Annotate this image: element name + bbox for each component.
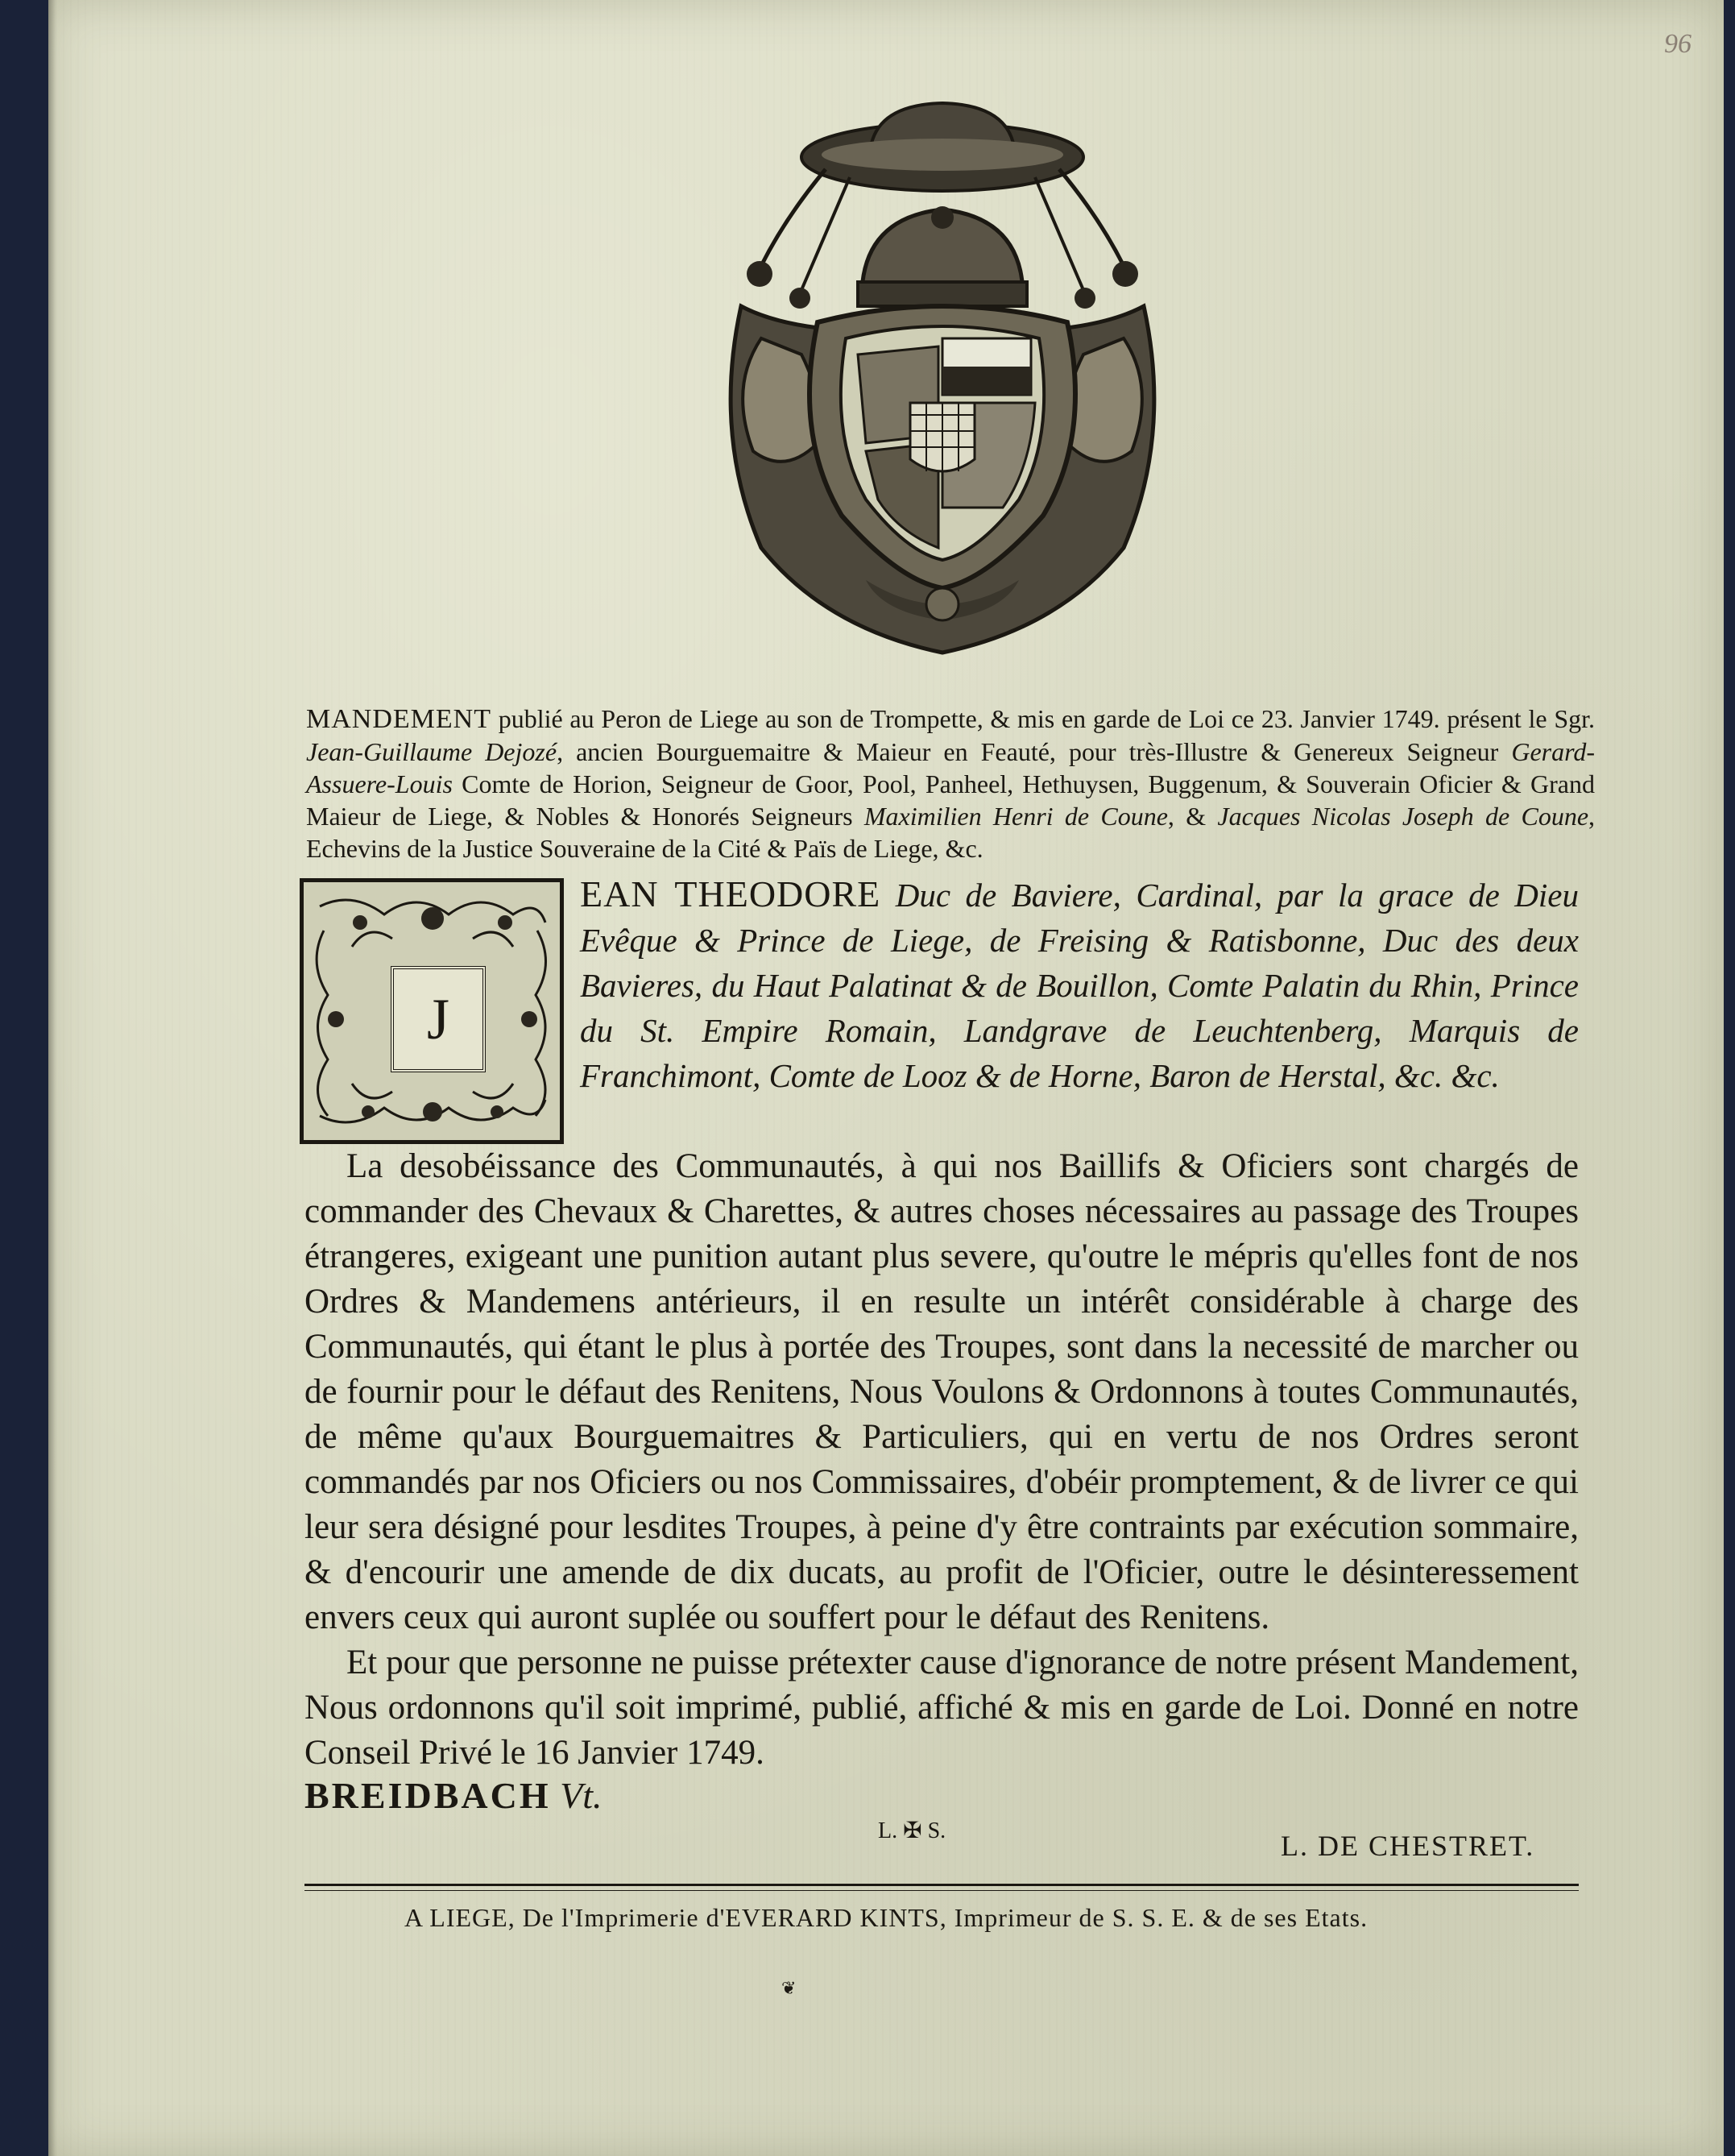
notice-text-4: , & [1167, 802, 1218, 831]
divider-rule-thin [304, 1890, 1579, 1891]
notice-name-2: Gerard- Assuere-Louis [306, 737, 1596, 798]
printer-imprint: A LIEGE, De l'Imprimerie d'EVERARD KINTS, Imprimeur de S. S. E. & de ses Etats. [404, 1903, 1369, 1932]
notice-text-1: publié au Peron de Liege au son de Trompette, & mis en garde de Loi ce 23. Janvier 1749. présent le Sgr. [491, 704, 1595, 733]
notice-name-1: Jean-Guillaume Dejozé [306, 737, 557, 766]
notice-name-3: Maximilien Henri de Coune [863, 802, 1168, 831]
bottom-ornament-icon: ❦ [781, 1978, 797, 1998]
divider-rule [304, 1884, 1579, 1886]
decree-title-styles: Duc de Baviere, Cardinal, par la grace de Dieu Evêque & Prince de Liege, de Freising & Ratisbonne, Duc des deux Bavieres, du Haut Palatinat & de Bouillon, Comte Palatin du Rhin, Prince du St. Empire Romain, Landgrave de Leuchtenberg, Marquis de Franchimont, Comte de Looz & de Horne, Baron de Herstal, &c. &c. [580, 877, 1579, 1094]
body-paragraph-1: La desobéissance des Communautés, à qui nos Baillifs & Oficiers sont chargés de commander des Chevaux & Charettes, & autres choses nécessaires au passage des Troupes étrangeres, exigeant une punition autant plus severe, qu'outre le mépris qu'elles font de nos Ordres & Mandemens antérieurs, il en resulte un intérêt considérable à charge des Communautés, qui étant le plus à portée des Troupes, sont dans la necessité de marcher ou de fournir pour le défaut des Renitens, Nous Voulons & Ordonnons à toutes Communautés, de même qu'aux Bourguemaitres & Particuliers, qui en vertu de nos Ordres seront commandés par nos Oficiers ou nos Commissaires, d'obéir promptement, & de livrer ce qui leur sera désigné pour lesdites Troupes, à peine d'y être contraints par exécution sommaire, & d'encourir une amende de dix ducats, au profit de l'Oficier, outre le désinteressement envers ceux qui auront suplée ou souffert pour le défaut des Renitens. [304, 1147, 1579, 1636]
notice-lead-word: MANDEMENT [306, 704, 491, 734]
notice-text-3: Comte de Horion, Seigneur de Goor, Pool, Panheel, Hethuysen, Buggenum, & Souverain Oficier & Grand Maieur de Liege, & Nobles & Honorés Seigneurs [306, 769, 1595, 831]
document-sheet [48, 0, 1724, 2156]
signature [304, 1774, 602, 1817]
countersignature: L. DE CHESTRET. [1281, 1830, 1535, 1862]
decree-title [580, 872, 1579, 1098]
seal-mark: L. ✠ S. [878, 1818, 946, 1843]
notice-text-5: , Echevins de la Justice Souveraine de la Cité & Païs de Liege, &c. [306, 802, 1596, 863]
initial-letter: J [391, 966, 486, 1072]
proclamation-notice [306, 703, 1595, 864]
notice-text-2: , ancien Bourguemaitre & Maieur en Feauté, pour très-Illustre & Genereux Seigneur [557, 737, 1512, 766]
notice-name-4: Jacques Nicolas Joseph de Coune [1217, 802, 1589, 831]
page-number: 96 [1664, 29, 1692, 59]
body-paragraph-2: Et pour que personne ne puisse prétexter cause d'ignorance de notre présent Mandement, Nous ordonnons qu'il soit imprimé, publié, affiché & mis en garde de Loi. Donné en notre Conseil Privé le 16 Janvier 1749. [304, 1644, 1579, 1772]
paper-edge-shadow [48, 0, 56, 2156]
coat-of-arms-icon [665, 97, 1220, 677]
decorated-initial [300, 878, 564, 1144]
decree-title-name: EAN THEODORE [580, 873, 881, 914]
signature-name: BREIDBACH [304, 1775, 551, 1816]
signature-suffix: Vt. [550, 1775, 602, 1816]
decree-body [304, 1144, 1579, 1776]
